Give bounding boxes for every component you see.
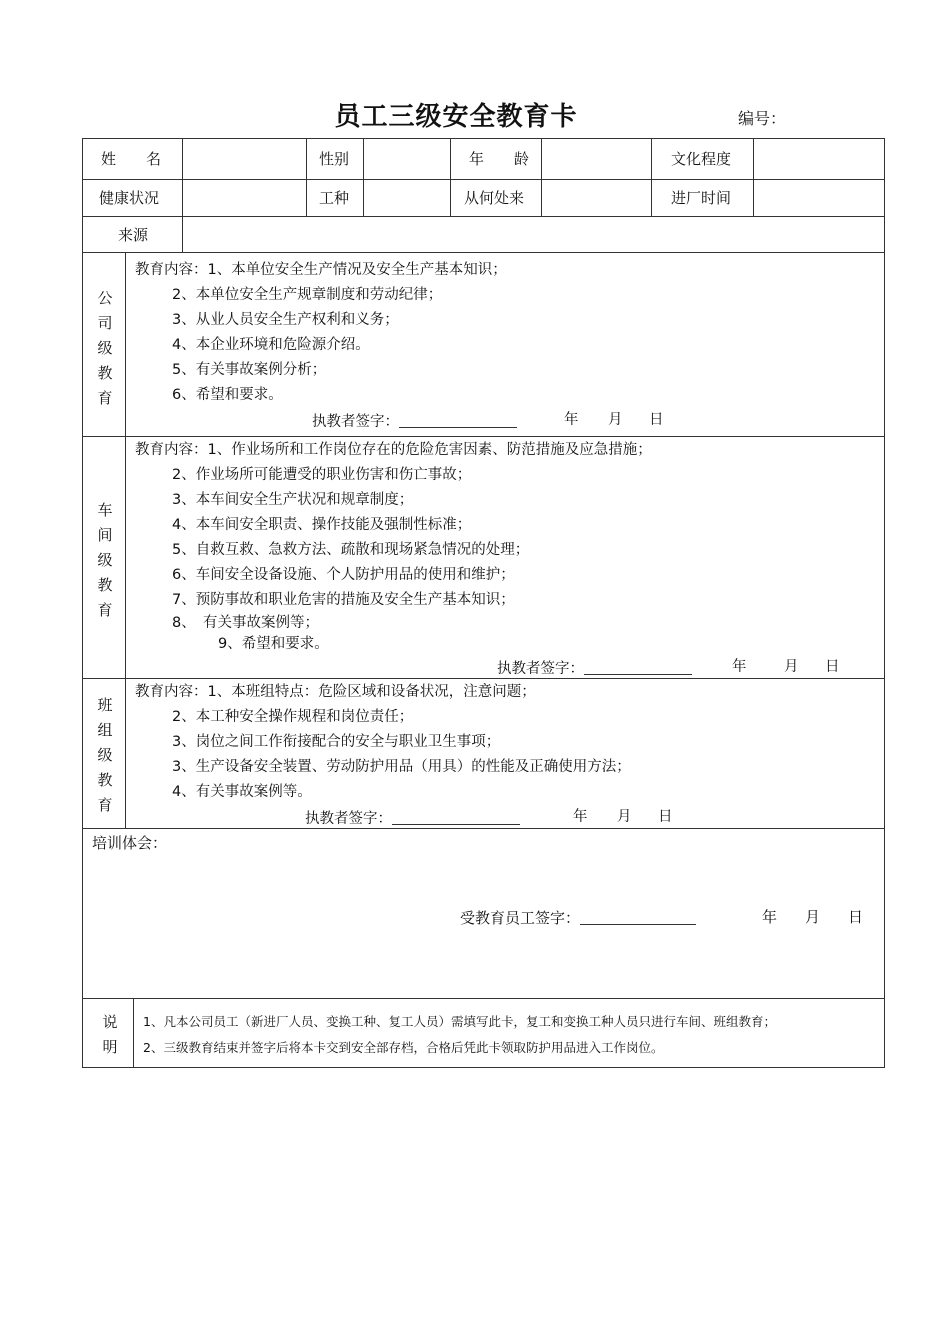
workshop-content-line: 2、作业场所可能遭受的职业伤害和伤亡事故； [172, 467, 472, 483]
month-label: 月 [617, 809, 632, 825]
company-level-label: 公 司 级 教 育 [97, 289, 113, 407]
gender-field[interactable] [364, 140, 449, 178]
age-label: 年 龄 [469, 150, 530, 168]
team-content-line: 教育内容：1、本班组特点：危险区域和设备状况，注意问题； [135, 684, 536, 700]
month-label: 月 [805, 908, 821, 926]
origin-field[interactable] [542, 180, 650, 215]
entry-date-label: 进厂时间 [671, 189, 732, 207]
column-divider [306, 139, 307, 216]
workshop-signer-label: 执教者签字： [497, 661, 584, 677]
serial-number-label: 编号： [738, 109, 787, 128]
education-card-form [82, 138, 885, 1068]
training-reflection-label: 培训体会： [92, 834, 168, 852]
month-label: 月 [784, 659, 799, 675]
row-divider [83, 998, 884, 999]
column-divider [450, 139, 451, 216]
notes-label: 说 明 [102, 1013, 118, 1056]
notes-line: 2、三级教育结束并签字后将本卡交到安全部存档，合格后凭此卡领取防护用品进入工作岗位。 [143, 1040, 664, 1055]
team-date [573, 810, 673, 825]
source-field[interactable] [183, 217, 882, 251]
company-content-line: 5、有关事故案例分析； [172, 362, 327, 378]
day-label: 日 [825, 659, 840, 675]
company-content-line: 6、希望和要求。 [172, 387, 283, 403]
trade-label: 工种 [319, 189, 350, 207]
month-label: 月 [608, 412, 623, 428]
workshop-content-line: 3、本车间安全生产状况和规章制度； [172, 492, 414, 508]
trainee-signature-field[interactable] [580, 910, 696, 925]
source-label: 来源 [118, 226, 149, 244]
year-label: 年 [564, 412, 579, 428]
company-date [564, 413, 664, 428]
column-divider [651, 139, 652, 216]
team-content-line: 4、有关事故案例等。 [172, 784, 312, 800]
team-signature-field[interactable] [392, 810, 520, 825]
company-content-line: 教育内容：1、本单位安全生产情况及安全生产基本知识； [135, 262, 507, 278]
row-divider [83, 252, 884, 253]
workshop-content-line: 8、 有关事故案例等； [172, 615, 319, 631]
page-title: 员工三级安全教育卡 [334, 102, 578, 132]
team-level-label: 班 组 级 教 育 [97, 696, 113, 814]
workshop-content-line: 7、预防事故和职业危害的措施及安全生产基本知识； [172, 592, 515, 608]
company-content-line: 3、从业人员安全生产权利和义务； [172, 312, 399, 328]
trade-field[interactable] [364, 180, 449, 215]
trainee-date [762, 910, 863, 925]
team-content-line: 3、生产设备安全装置、劳动防护用品（用具）的性能及正确使用方法； [172, 759, 631, 775]
workshop-level-label: 车 间 级 教 育 [97, 501, 113, 619]
workshop-content-line: 9、希望和要求。 [218, 636, 329, 652]
health-field[interactable] [183, 180, 305, 215]
company-content-line: 4、本企业环境和危险源介绍。 [172, 337, 370, 353]
team-signer-label: 执教者签字： [305, 811, 392, 827]
notes-line: 1、凡本公司员工（新进厂人员、变换工种、复工人员）需填写此卡，复工和变换工种人员只进行车间、班组教育； [143, 1014, 776, 1029]
team-content-line: 3、岗位之间工作衔接配合的安全与职业卫生事项； [172, 734, 501, 750]
trainee-signature [460, 910, 696, 926]
year-label: 年 [762, 908, 778, 926]
gender-label: 性别 [319, 150, 350, 168]
workshop-content-line: 4、本车间安全职责、操作技能及强制性标准； [172, 517, 472, 533]
year-label: 年 [573, 809, 588, 825]
day-label: 日 [649, 412, 664, 428]
name-label: 姓 名 [101, 150, 162, 168]
day-label: 日 [658, 809, 673, 825]
column-divider [125, 252, 126, 828]
company-content-line: 2、本单位安全生产规章制度和劳动纪律； [172, 287, 443, 303]
origin-label: 从何处来 [464, 189, 525, 207]
education-field[interactable] [754, 140, 882, 178]
company-signer-label: 执教者签字： [312, 414, 399, 430]
row-divider [83, 436, 884, 437]
workshop-signature-field[interactable] [584, 660, 692, 675]
training-reflection-field[interactable] [92, 853, 872, 903]
day-label: 日 [848, 908, 864, 926]
age-field[interactable] [542, 140, 650, 178]
team-signature [305, 810, 520, 827]
workshop-content-line: 6、车间安全设备设施、个人防护用品的使用和维护； [172, 567, 515, 583]
workshop-content-line: 5、自救互救、急救方法、疏散和现场紧急情况的处理； [172, 542, 530, 558]
column-divider [133, 998, 134, 1068]
entry-date-field[interactable] [754, 180, 882, 215]
workshop-date [732, 660, 840, 675]
name-field[interactable] [183, 140, 305, 178]
row-divider [83, 678, 884, 679]
team-content-line: 2、本工种安全操作规程和岗位责任； [172, 709, 414, 725]
workshop-content-line: 教育内容：1、作业场所和工作岗位存在的危险危害因素、防范措施及应急措施； [135, 442, 652, 458]
year-label: 年 [732, 659, 747, 675]
health-label: 健康状况 [99, 189, 160, 207]
trainee-signer-label: 受教育员工签字： [460, 909, 581, 927]
company-signature-field[interactable] [399, 413, 517, 428]
workshop-signature [497, 660, 692, 677]
company-signature [312, 413, 517, 430]
row-divider [83, 828, 884, 829]
education-label: 文化程度 [671, 150, 732, 168]
